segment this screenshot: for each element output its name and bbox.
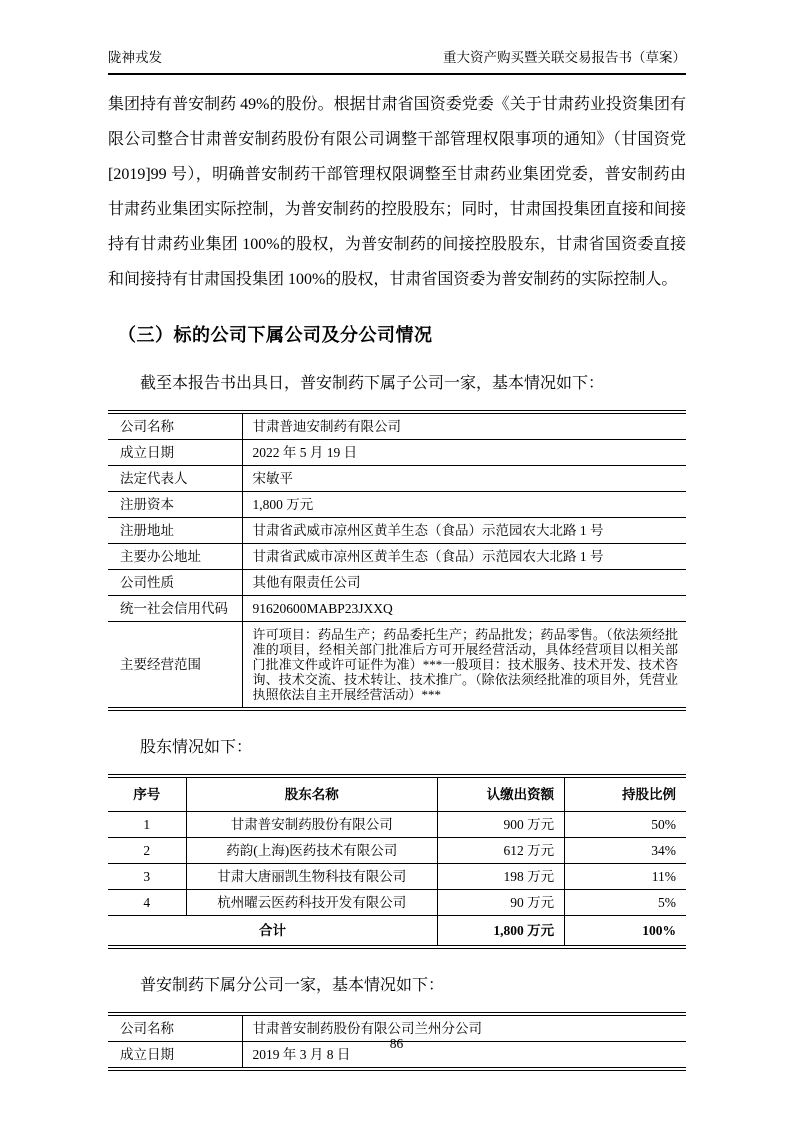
table-row bbox=[108, 492, 686, 518]
table-row bbox=[108, 622, 686, 710]
field-label: 注册资本 bbox=[108, 492, 242, 518]
control-relationship-paragraph: 集团持有普安制药 49%的股份。根据甘肃省国资委党委《关于甘肃药业投资集团有限公司整合甘肃普安制药股份有限公司调整干部管理权限事项的通知》（甘国资党[2019]99 号），明确普安制药干部管理权限调整至甘肃药业集团党委，普安制药由甘肃药业集团实际控制，为普安制药的控股股东；同时，甘肃国投集团直接和间接持有甘肃药业集团 100%的股权，为普安制药的间接控股股东，甘肃省国资委直接和间接持有甘肃国投集团 100%的股权，甘肃省国资委为普安制药的实际控制人。 bbox=[108, 96, 686, 288]
shareholder-no: 1 bbox=[108, 812, 186, 838]
total-amount: 1,800 万元 bbox=[437, 916, 564, 948]
field-label: 成立日期 bbox=[108, 440, 242, 466]
field-label: 成立日期 bbox=[108, 1042, 242, 1070]
total-ratio: 100% bbox=[642, 923, 676, 938]
table-total-row bbox=[108, 916, 686, 948]
field-label: 公司名称 bbox=[108, 412, 242, 440]
table-row bbox=[108, 466, 686, 492]
shareholder-name: 甘肃普安制药股份有限公司 bbox=[186, 812, 437, 838]
column-header-ratio: 持股比例 bbox=[565, 776, 686, 812]
table-row bbox=[108, 838, 686, 864]
shareholder-no: 3 bbox=[108, 864, 186, 890]
table-header-row bbox=[108, 776, 686, 812]
shareholder-amount: 198 万元 bbox=[437, 864, 564, 890]
field-label: 法定代表人 bbox=[108, 466, 242, 492]
field-value: 1,800 万元 bbox=[242, 492, 686, 518]
shareholder-name: 甘肃大唐丽凯生物科技有限公司 bbox=[186, 864, 437, 890]
business-scope-value: 许可项目：药品生产；药品委托生产；药品批发；药品零售。（依法须经批准的项目，经相关部门批准后方可开展经营活动，具体经营项目以相关部门批准文件或许可证件为准）***一般项目：技术服务、技术开发、技术咨询、技术交流、技术转让、技术推广。（除依法须经批准的项目外，凭营业执照依法自主开展经营活动）*** bbox=[252, 627, 678, 702]
header-report-title: 重大资产购买暨关联交易报告书（草案） bbox=[443, 50, 686, 65]
field-value: 2019 年 3 月 8 日 bbox=[252, 1047, 351, 1062]
field-value: 甘肃省武威市凉州区黄羊生态（食品）示范园农大北路 1 号 bbox=[242, 518, 686, 544]
field-label: 注册地址 bbox=[108, 518, 242, 544]
field-value: 甘肃省武威市凉州区黄羊生态（食品）示范园农大北路 1 号 bbox=[242, 544, 686, 570]
field-value: 宋敏平 bbox=[242, 466, 686, 492]
field-label: 公司名称 bbox=[108, 1014, 242, 1042]
table-row bbox=[108, 440, 686, 466]
table-row bbox=[108, 812, 686, 838]
field-value: 甘肃普迪安制药有限公司 bbox=[242, 412, 686, 440]
page-content bbox=[108, 0, 686, 1071]
total-label: 合计 bbox=[108, 916, 437, 948]
subsidiary-info-table bbox=[108, 410, 686, 711]
table-row bbox=[108, 890, 686, 916]
field-label: 主要办公地址 bbox=[108, 544, 242, 570]
table-row bbox=[108, 412, 686, 440]
shareholder-amount: 90 万元 bbox=[437, 890, 564, 916]
field-value: 91620600MABP23JXXQ bbox=[242, 596, 686, 622]
column-header-no: 序号 bbox=[108, 776, 186, 812]
table-row bbox=[108, 570, 686, 596]
shareholder-name: 杭州曜云医药科技开发有限公司 bbox=[186, 890, 437, 916]
shareholder-amount: 612 万元 bbox=[437, 838, 564, 864]
shareholder-table bbox=[108, 774, 686, 949]
shareholders-intro-paragraph: 股东情况如下： bbox=[140, 739, 253, 756]
shareholder-amount: 900 万元 bbox=[437, 812, 564, 838]
subsidiary-intro-paragraph: 截至本报告书出具日，普安制药下属子公司一家，基本情况如下： bbox=[140, 375, 605, 392]
field-label: 公司性质 bbox=[108, 570, 242, 596]
shareholder-ratio: 5% bbox=[565, 890, 686, 916]
field-value: 2022 年 5 月 19 日 bbox=[242, 440, 686, 466]
shareholder-ratio: 50% bbox=[565, 812, 686, 838]
table-row bbox=[108, 518, 686, 544]
field-label: 主要经营范围 bbox=[108, 622, 242, 710]
table-row bbox=[108, 596, 686, 622]
shareholder-no: 4 bbox=[108, 890, 186, 916]
field-label: 统一社会信用代码 bbox=[108, 596, 242, 622]
table-row bbox=[108, 864, 686, 890]
section-heading: （三）标的公司下属公司及分公司情况 bbox=[118, 325, 433, 345]
shareholder-name: 药韵(上海)医药技术有限公司 bbox=[186, 838, 437, 864]
column-header-amount: 认缴出资额 bbox=[437, 776, 564, 812]
column-header-name: 股东名称 bbox=[186, 776, 437, 812]
page-number: 86 bbox=[389, 1036, 404, 1051]
shareholder-ratio: 34% bbox=[565, 838, 686, 864]
header-company-short-name: 陇神戎发 bbox=[108, 50, 162, 65]
shareholder-ratio: 11% bbox=[565, 864, 686, 890]
page-header bbox=[108, 46, 686, 75]
branch-intro-paragraph: 普安制药下属分公司一家，基本情况如下： bbox=[140, 977, 445, 994]
field-value: 其他有限责任公司 bbox=[242, 570, 686, 596]
field-value: 甘肃普安制药股份有限公司兰州分公司 bbox=[242, 1014, 686, 1042]
table-row bbox=[108, 544, 686, 570]
shareholder-no: 2 bbox=[108, 838, 186, 864]
